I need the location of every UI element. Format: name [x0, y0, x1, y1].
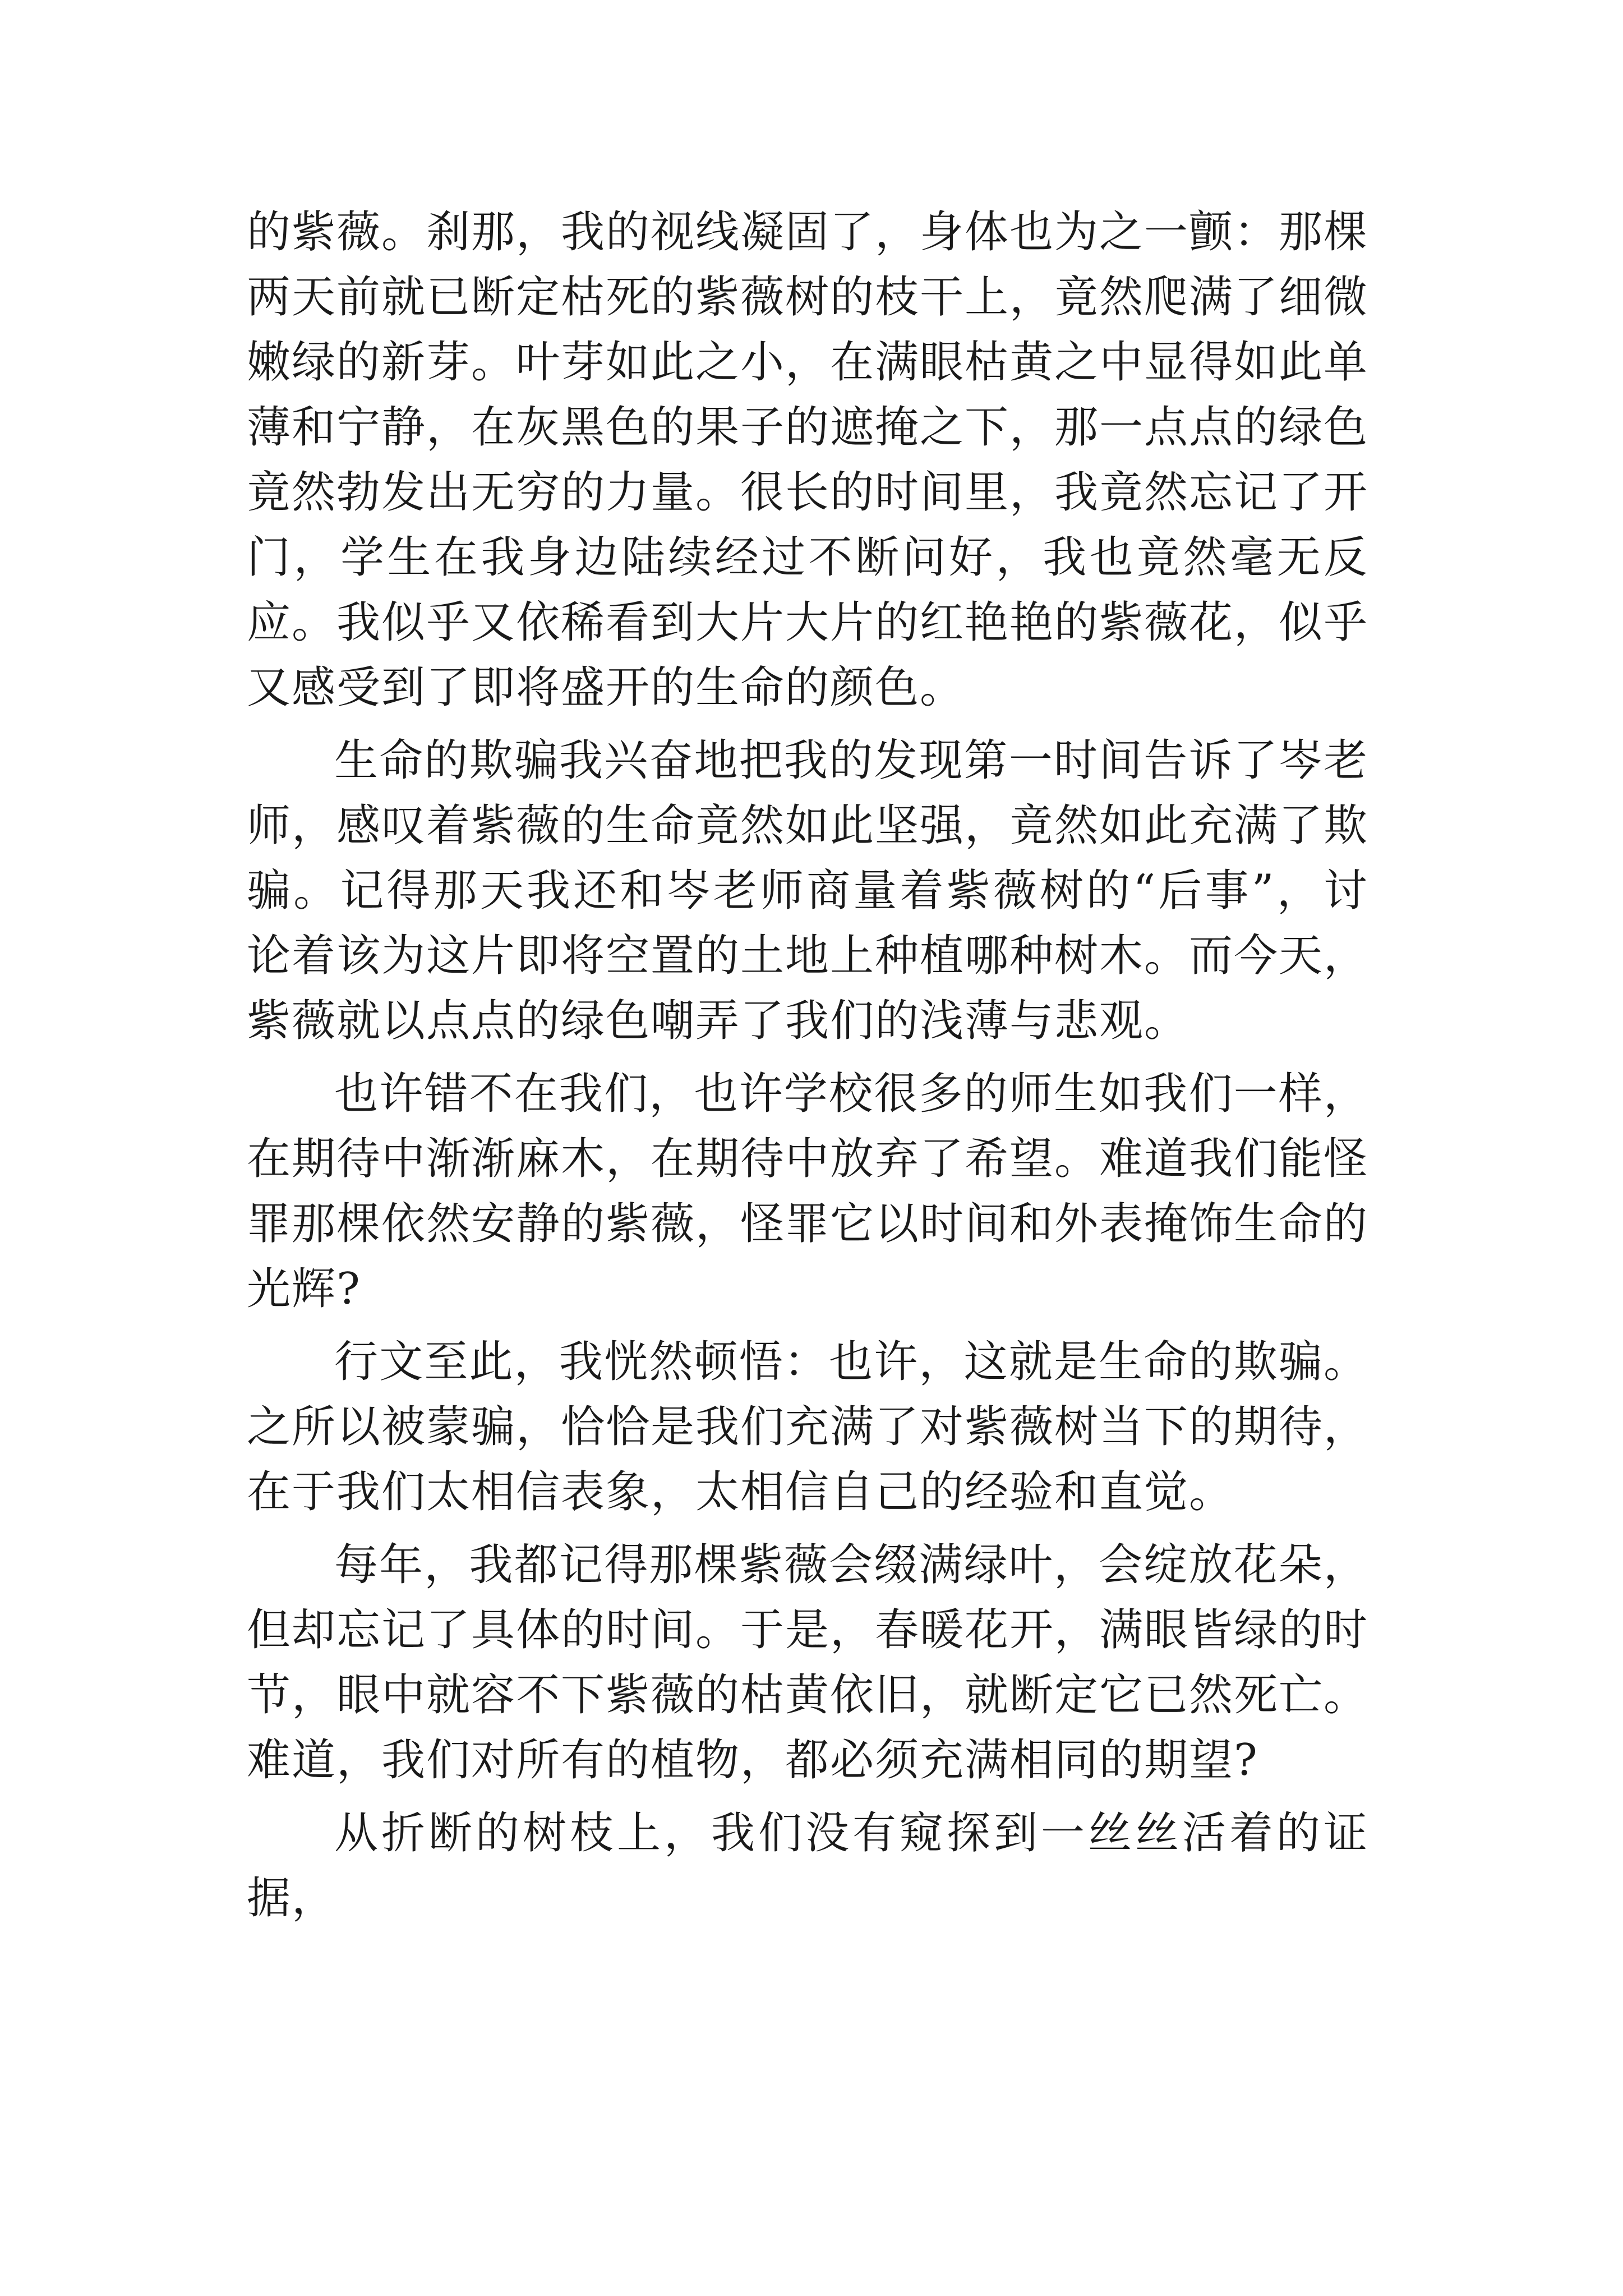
- paragraph-2: 生命的欺骗我兴奋地把我的发现第一时间告诉了岑老师，感叹着紫薇的生命竟然如此坚强，竟然如此充满了欺骗。记得那天我还和岑老师商量着紫薇树的“后事”，讨论着该为这片即将空置的土地上种植哪种树木。而今天，紫薇就以点点的绿色嘲弄了我们的浅薄与悲观。: [247, 735, 1369, 1046]
- paragraph-4: 行文至此，我恍然顿悟：也许，这就是生命的欺骗。之所以被蒙骗，恰恰是我们充满了对紫薇树当下的期待，在于我们太相信表象，太相信自己的经验和直觉。: [247, 1337, 1369, 1517]
- paragraph-1: 的紫薇。刹那，我的视线凝固了，身体也为之一颤：那棵两天前就已断定枯死的紫薇树的枝干上，竟然爬满了细微嫩绿的新芽。叶芽如此之小，在满眼枯黄之中显得如此单薄和宁静，在灰黑色的果子的遮掩之下，那一点点的绿色竟然勃发出无穷的力量。很长的时间里，我竟然忘记了开门，学生在我身边陆续经过不断问好，我也竟然毫无反应。我似乎又依稀看到大片大片的红艳艳的紫薇花，似乎又感受到了即将盛开的生命的颜色。: [247, 207, 1369, 713]
- paragraph-3: 也许错不在我们，也许学校很多的师生如我们一样，在期待中渐渐麻木，在期待中放弃了希望。难道我们能怪罪那棵依然安静的紫薇，怪罪它以时间和外表掩饰生命的光辉?: [247, 1069, 1369, 1314]
- paragraph-6: 从折断的树枝上，我们没有窥探到一丝丝活着的证据，: [247, 1808, 1368, 1924]
- paragraph-5: 每年，我都记得那棵紫薇会缀满绿叶，会绽放花朵，但却忘记了具体的时间。于是，春暖花开，满眼皆绿的时节，眼中就容不下紫薇的枯黄依旧，就断定它已然死亡。难道，我们对所有的植物，都必须充满相同的期望?: [247, 1540, 1369, 1786]
- document-body: [247, 200, 1368, 1939]
